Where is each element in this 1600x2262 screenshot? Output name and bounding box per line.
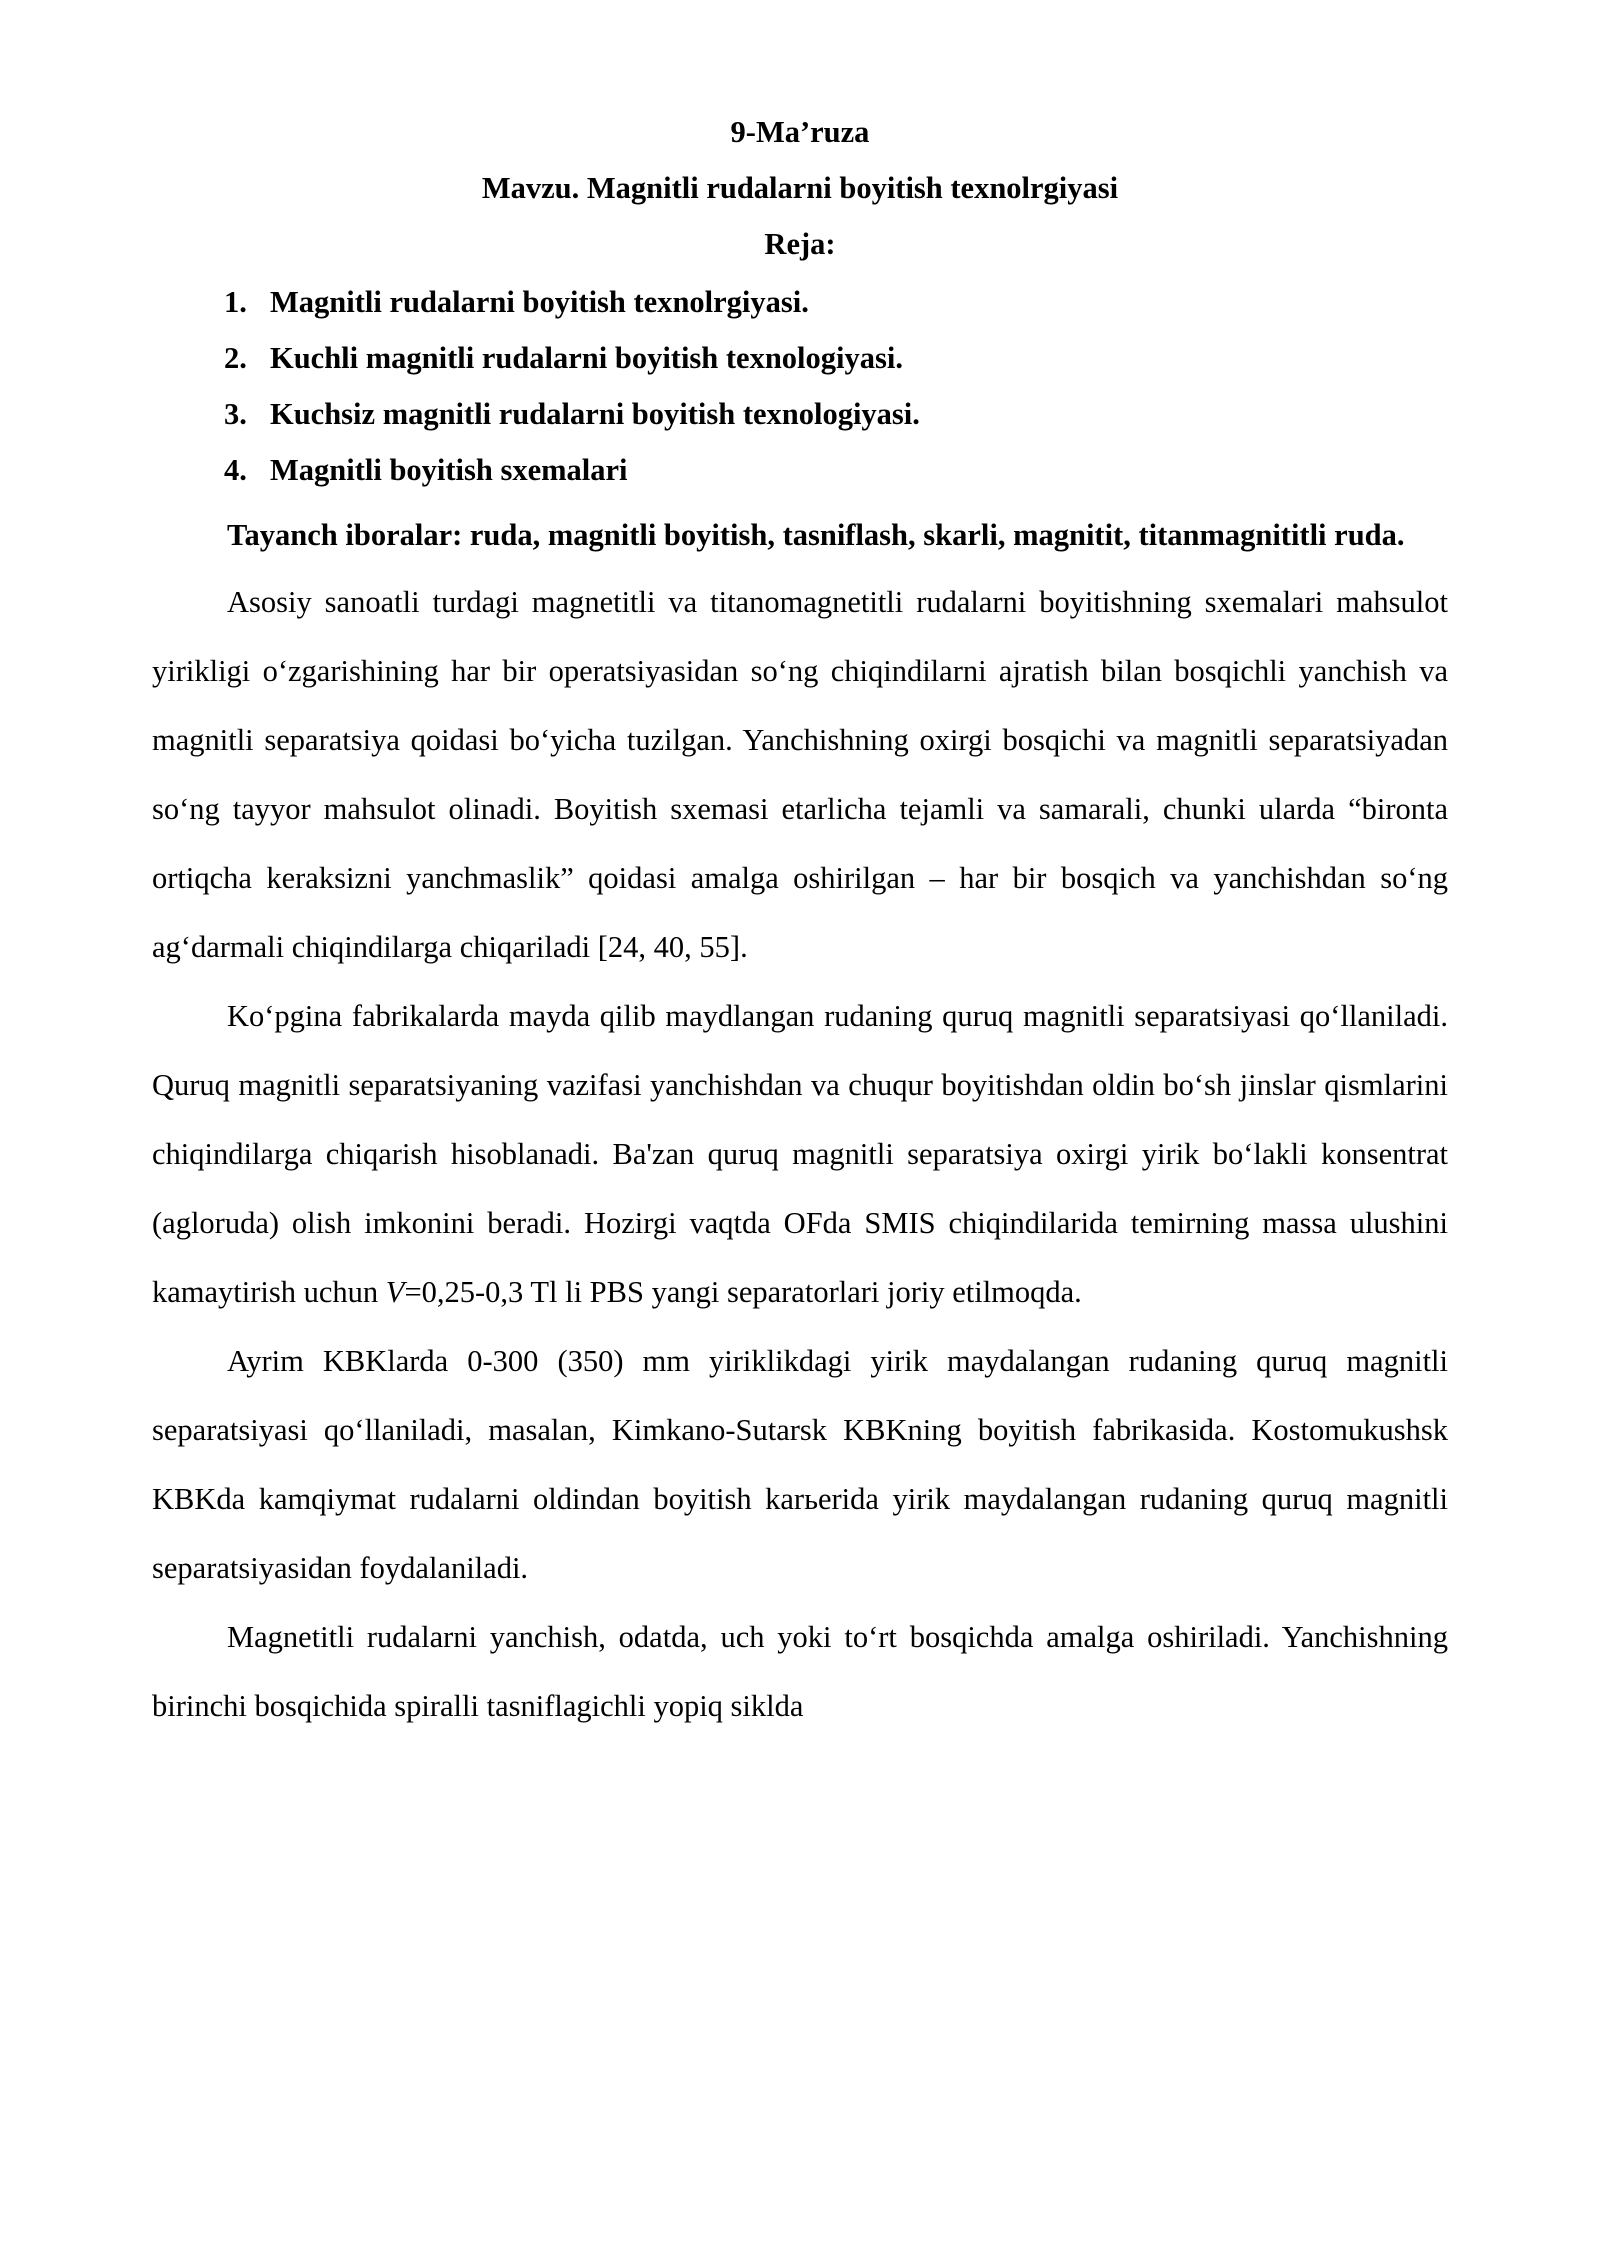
paragraph-1: Asosiy sanoatli turdagi magnetitli va titanomagnetitli rudalarni boyitishning sxemalari mahsulot yirikligi o‘zgarishining har bir operatsiyasidan so‘ng chiqindilarni ajratish bilan bosqichli yanchish va magnitli separatsiya qoidasi bo‘yicha tuzilgan. Yanchishning oxirgi bosqichi va magnitli separatsiyadan so‘ng tayyor mahsulot olinadi. Boyitish sxemasi etarlicha tejamli va samarali, chunki ularda “bironta ortiqcha keraksizni yanchmaslik” qoidasi amalga oshirilgan – har bir bosqich va yanchishdan so‘ng ag‘darmali chiqindilarga chiqariladi [24, 40, 55]. — [152, 585, 1448, 964]
keywords-paragraph: Tayanch iboralar: ruda, magnitli boyitish, tasniflash, skarli, magnitit, titanmagnititli ruda. — [227, 518, 1405, 552]
plan-item-label: Kuchli magnitli rudalarni boyitish texnologiyasi. — [270, 341, 903, 375]
lecture-title: 9-Ma’ruza — [730, 115, 870, 149]
variable-v: V — [385, 1275, 405, 1309]
plan-item-label: Kuchsiz magnitli rudalarni boyitish texnologiyasi. — [270, 397, 920, 431]
paragraph-2-text-after-variable: =0,25-0,3 Tl li PBS yangi separatorlari joriy etilmoqda. — [404, 1275, 1082, 1309]
plan-item-2 — [152, 330, 1448, 386]
plan-item-3 — [152, 386, 1448, 442]
paragraph-2 — [152, 982, 1448, 1327]
paragraph-2-text-before-variable: Ko‘pgina fabrikalarda mayda qilib maydlangan rudaning quruq magnitli separatsiyasi qo‘llaniladi. Quruq magnitli separatsiyaning vazifasi yanchishdan va chuqur boyitishdan oldin bo‘sh jinslar qismlarini chiqindilarga chiqarish hisoblanadi. Ba'zan quruq magnitli separatsiya oxirgi yirik bo‘lakli konsentrat (agloruda) olish imkonini beradi. Hozirgi vaqtda OFda SMIS chiqindilarida temirning massa ulushini kamaytirish uchun — [152, 999, 1448, 1309]
plan-heading: Reja: — [764, 227, 836, 261]
plan-item-number: 4. — [224, 453, 247, 487]
paragraph-3: Ayrim KBKlarda 0-300 (350) mm yiriklikdagi yirik maydalangan rudaning quruq magnitli separatsiyasi qo‘llaniladi, masalan, Kimkano-Sutarsk KBKning boyitish fabrikasida. Kostomukushsk KBKda kamqiymat rudalarni oldindan boyitish karьerida yirik maydalangan rudaning quruq magnitli separatsiyasidan foydalaniladi. — [152, 1344, 1448, 1585]
plan-item-label: Magnitli boyitish sxemalari — [270, 453, 628, 487]
plan-list — [152, 274, 1448, 498]
plan-item-number: 3. — [224, 397, 247, 431]
document-body — [152, 104, 1448, 1741]
plan-item-4 — [152, 442, 1448, 498]
plan-item-1 — [152, 274, 1448, 330]
plan-item-number: 2. — [224, 341, 247, 375]
plan-item-label: Magnitli rudalarni boyitish texnolrgiyasi. — [270, 285, 809, 319]
subject-line: Mavzu. Magnitli rudalarni boyitish texnolrgiyasi — [481, 171, 1119, 205]
paragraph-4: Magnetitli rudalarni yanchish, odatda, uch yoki to‘rt bosqichda amalga oshiriladi. Yanchishning birinchi bosqichida spiralli tasniflagichli yopiq siklda — [152, 1620, 1448, 1723]
plan-item-number: 1. — [224, 285, 247, 319]
